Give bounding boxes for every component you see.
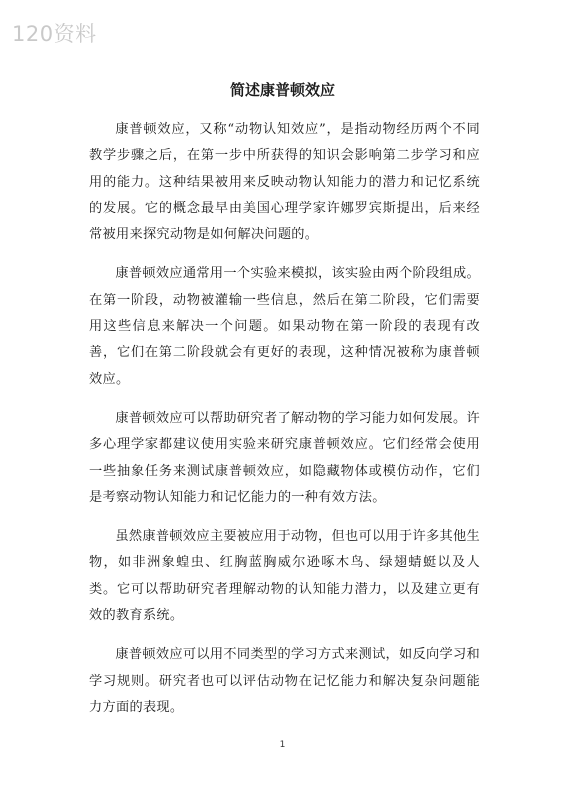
document-body (89, 117, 480, 734)
paragraph-5: 康普顿效应可以用不同类型的学习方式来测试，如反向学习和学习规则。研究者也可以评估动物在记忆能力和解决复杂问题能力方面的表现。 (89, 647, 480, 715)
paragraph-2: 康普顿效应通常用一个实验来模拟，该实验由两个阶段组成。在第一阶段，动物被灌输一些信息，然后在第二阶段，它们需要用这些信息来解决一个问题。如果动物在第一阶段的表现有改善，它们在第二阶段就会有更好的表现，这种情况被称为康普顿效应。 (89, 266, 480, 387)
page-number: 1 (279, 740, 286, 750)
paragraph-4: 虽然康普顿效应主要被应用于动物，但也可以用于许多其他生物，如非洲象蝗虫、红胸蓝胸威尔逊啄木鸟、绿翅蜻蜓以及人类。它可以帮助研究者理解动物的认知能力潜力，以及建立更有效的教育系统。 (89, 529, 480, 624)
document-title: 简述康普顿效应 (229, 81, 335, 99)
watermark-logo: 120资料 (12, 22, 97, 46)
paragraph-3: 康普顿效应可以帮助研究者了解动物的学习能力如何发展。许多心理学家都建议使用实验来研究康普顿效应。它们经常会使用一些抽象任务来测试康普顿效应，如隐藏物体或模仿动作，它们是考察动物认知能力和记忆能力的一种有效方法。 (89, 410, 480, 505)
paragraph-1: 康普顿效应，又称“动物认知效应”，是指动物经历两个不同教学步骤之后，在第一步中所获得的知识会影响第二步学习和应用的能力。这种结果被用来反映动物认知能力的潜力和记忆系统的发展。它的概念最早由美国心理学家许娜罗宾斯提出，后来经常被用来探究动物是如何解决问题的。 (89, 122, 480, 243)
